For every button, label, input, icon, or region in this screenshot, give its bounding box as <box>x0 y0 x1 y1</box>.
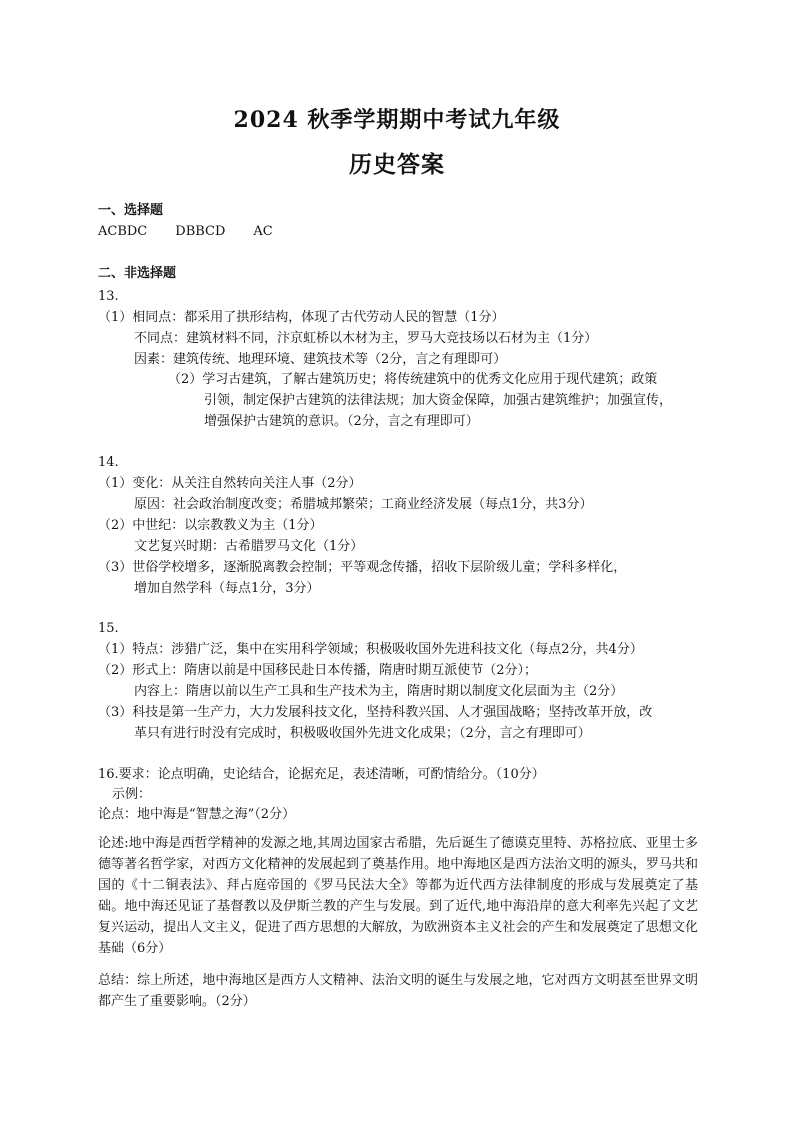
answer-line: 原因：社会政治制度改变；希腊城邦繁荣；工商业经济发展（每点1分，共3分） <box>134 497 593 512</box>
example-label: 示例： <box>112 787 152 802</box>
choice-answers <box>98 222 301 241</box>
question-number: 14. <box>98 455 119 470</box>
summary-paragraph: 总结：综上所述，地中海地区是西方人文精神、法治文明的诞生与发展之地，它对西方文明甚至世界文明都产生了重要影响。（2分） <box>98 973 698 1009</box>
question-requirement: 16.要求：论点明确，史论结合，论据充足，表述清晰，可酌情给分。（10分） <box>98 767 545 782</box>
page-title: 2024 秋季学期期中考试九年级 <box>233 107 561 133</box>
question-number: 13. <box>98 289 119 304</box>
answer-line: 不同点：建筑材料不同，汴京虹桥以木材为主，罗马大竞技场以石材为主（1分） <box>134 331 598 346</box>
page-subtitle: 历史答案 <box>349 151 445 178</box>
answer-line: （1）变化：从关注自然转向关注人事（2分） <box>98 476 362 491</box>
answer-line: 增加自然学科（每点1分，3分） <box>134 581 320 596</box>
answer-line: （2）学习古建筑，了解古建筑历史；将传统建筑中的优秀文化应用于现代建筑；政策 <box>168 372 658 387</box>
choice-answer-group: ACBDC <box>98 224 148 239</box>
section-heading-nonchoice: 二、非选择题 <box>98 266 177 281</box>
answer-line: （2）中世纪：以宗教教义为主（1分） <box>98 518 323 533</box>
thesis-line: 论点：地中海是“智慧之海”（2分） <box>98 807 296 822</box>
answer-line: （3）世俗学校增多，逐渐脱离教会控制；平等观念传播，招收下层阶级儿童；学科多样化， <box>98 560 627 575</box>
answer-line: 内容上：隋唐以前以生产工具和生产技术为主，隋唐时期以制度文化层面为主（2分） <box>134 684 624 699</box>
argument-paragraph: 论述:地中海是西哲学精神的发源之地,其周边国家古希腊，先后诞生了德谟克里特、苏格拉底、亚里士多德等著名哲学家，对西方文化精神的发展起到了奠基作用。地中海地区是西方法治文明的源头，罗马共和国的《十二铜表法》、拜占庭帝国的《罗马民法大全》等都为近代西方法律制度的形成与发展奠定了基础。地中海还见证了基督教以及伊斯兰教的产生与发展。到了近代,地中海沿岸的意大利率先兴起了文艺复兴运动，提出人文主义，促进了西方思想的大解放，为欧洲资本主义社会的产生和发展奠定了思想文化基础（6分） <box>98 836 698 956</box>
answer-line: 因素：建筑传统、地理环境、建筑技术等（2分，言之有理即可） <box>134 352 507 367</box>
answer-line: 增强保护古建筑的意识。（2分，言之有理即可） <box>204 414 479 429</box>
answer-line: 文艺复兴时期：古希腊罗马文化（1分） <box>134 539 364 554</box>
answer-line: （3）科技是第一生产力，大力发展科技文化，坚持科教兴国、人才强国战略；坚持改革开放，改 <box>98 705 653 720</box>
section-heading-choice: 一、选择题 <box>98 203 164 218</box>
choice-answer-group: DBBCD <box>175 224 226 239</box>
answer-line: （1）特点：涉猎广泛，集中在实用科学领域；积极吸收国外先进科技文化（每点2分，共4分） <box>98 642 643 657</box>
answer-line: 革只有进行时没有完成时，积极吸收国外先进文化成果；（2分，言之有理即可） <box>134 726 591 741</box>
question-number: 15. <box>98 621 119 636</box>
answer-line: 引领，制定保护古建筑的法律法规；加大资金保障，加强古建筑维护；加强宣传， <box>204 393 673 408</box>
choice-answer-group: AC <box>253 224 273 239</box>
answer-line: （2）形式上：隋唐以前是中国移民赴日本传播，隋唐时期互派使节（2分）； <box>98 663 538 678</box>
answer-line: （1）相同点：都采用了拱形结构，体现了古代劳动人民的智慧（1分） <box>98 310 505 325</box>
